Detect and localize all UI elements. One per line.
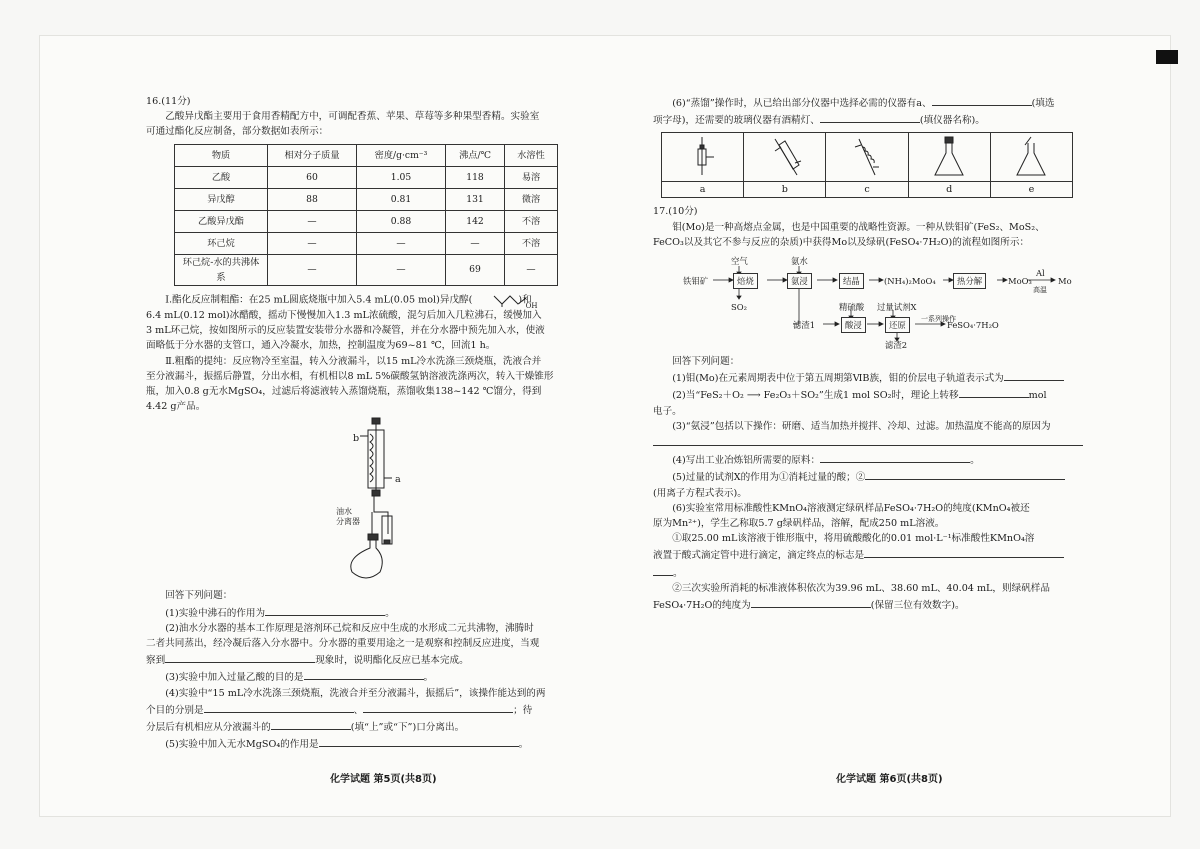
table-header: 水溶性	[505, 144, 558, 166]
answer-blank[interactable]	[165, 651, 315, 663]
answer-blank[interactable]	[204, 701, 354, 713]
apparatus-label-b: b	[353, 433, 360, 445]
page-5	[146, 94, 586, 752]
apparatus-options	[661, 132, 1073, 198]
corner-registration-mark	[1156, 50, 1178, 64]
reflux-apparatus-icon	[146, 416, 586, 584]
question-17-header: 17.(10分)	[653, 206, 698, 218]
part1-line3: 3 mL环己烷，按如图所示的反应装置安装带分水器和冷凝管，并在分水器中预先加入水，使液	[146, 325, 545, 337]
q16-2-line1: (2)油水分水器的基本工作原理是溶剂环己烷和反应中生成的水形成二元共沸物，沸腾时	[165, 622, 534, 634]
q17-6-line3: ①取25.00 mL该溶液于锥形瓶中，将用硫酸酸化的0.01 mol·L⁻¹标准酸性KMnO₄溶	[672, 533, 1035, 545]
answer-header: 回答下列问题：	[165, 590, 233, 602]
flow-al: Al	[1036, 268, 1045, 279]
table-cell: 0.88	[357, 210, 446, 232]
table-header: 沸点/℃	[446, 144, 505, 166]
flow-so2: SO₂	[731, 302, 747, 313]
flow-ops: 一系列操作	[921, 315, 956, 324]
table-cell: 微溶	[505, 188, 558, 210]
q17-2-end: 电子。	[653, 405, 682, 417]
page-5-footer: 化学试题 第5页(共8页)	[330, 774, 437, 785]
conical-flask-icon	[1013, 135, 1049, 179]
q17-line1: 钼(Mo)是一种高熔点金属，也是中国重要的战略性资源。一种从铁钼矿(FeS₂、MoS₂、	[672, 221, 1045, 233]
flow-ammonia: 氨水	[791, 256, 808, 267]
q17-6-line4: 液置于酸式滴定管中进行滴定，滴定终点的标志是	[653, 546, 1095, 563]
flow-air: 空气	[731, 256, 748, 267]
oh-label: OH	[525, 302, 538, 311]
table-cell: 69	[446, 254, 505, 285]
q17-6-line6: ②三次实验所消耗的标准液体积依次为39.96 mL、38.60 mL、40.04 mL，则绿矾样品	[672, 582, 1050, 594]
thermometer-adapter-icon	[688, 135, 718, 179]
table-cell: —	[268, 232, 357, 254]
question-16-header: 16.(11分)	[146, 96, 191, 107]
process-flow-diagram	[653, 254, 1095, 350]
table-cell: 142	[446, 210, 505, 232]
condenser-icon	[765, 135, 805, 179]
q17-5-end: (用离子方程式表示)。	[653, 487, 747, 499]
apparatus-label: a	[662, 181, 743, 197]
flow-roast-box: 焙烧	[733, 273, 758, 289]
apparatus-label: b	[744, 181, 825, 197]
q16-4-line3: 分层后有机相应从分液漏斗的 (填“上”或“下”)口分离出。	[146, 718, 586, 735]
apparatus-label: c	[826, 181, 907, 197]
table-cell: 131	[446, 188, 505, 210]
flow-filter1: 滤渣1	[793, 320, 816, 331]
table-cell: 易溶	[505, 166, 558, 188]
q16-6-line1: (6)“蒸馏”操作时，从已给出部分仪器中选择必需的仪器有a、 (填选	[653, 94, 1095, 111]
flow-acid: 精硫酸	[839, 302, 865, 313]
table-cell: 环己烷	[175, 232, 268, 254]
table-cell: 异戊醇	[175, 188, 268, 210]
table-row	[175, 254, 558, 285]
table-cell: 1.05	[357, 166, 446, 188]
flow-acid-leach-box: 酸浸	[841, 317, 866, 333]
q16-3: (3)实验中加入过量乙酸的目的是 。	[146, 668, 586, 685]
answer-blank[interactable]	[271, 718, 351, 730]
table-cell: —	[357, 254, 446, 285]
reflux-apparatus-figure	[146, 416, 586, 584]
table-row	[175, 210, 558, 232]
flow-arrows-icon	[653, 254, 1095, 350]
answer-blank[interactable]	[959, 386, 1029, 398]
part2-line3: 瓶，加入0.8 g无水MgSO₄，过滤后将滤液转入蒸馏烧瓶，蒸馏收集138~142 ℃馏分，得到	[146, 386, 542, 398]
table-header: 相对分子质量	[268, 144, 357, 166]
table-header-row	[175, 144, 558, 166]
q16-4-line1: (4)实验中“15 mL冷水洗涤三颈烧瓶，洗液合并至分液漏斗，振摇后”，该操作能达到的两	[165, 687, 546, 699]
apparatus-option-d	[909, 133, 991, 197]
separator-label: 油水 分离器	[336, 507, 360, 527]
apparatus-label: e	[991, 181, 1072, 197]
q17-3: (3)“氨浸”包括以下操作：研磨、适当加热并搅拌、冷却、过滤。加热温度不能高的原因为	[672, 420, 1051, 432]
answer-blank[interactable]	[820, 111, 920, 123]
apparatus-label: d	[909, 181, 990, 197]
answer-blank[interactable]	[363, 701, 513, 713]
flow-product: FeSO₄·7H₂O	[947, 320, 999, 331]
answer-blank[interactable]	[751, 596, 871, 608]
answer-blank[interactable]	[865, 468, 1065, 480]
flow-filter2: 滤渣2	[885, 340, 908, 351]
q16-1: (1)实验中沸石的作用为 。	[146, 604, 586, 621]
flow-crystal-box: 结晶	[839, 273, 864, 289]
flow-decomp-box: 热分解	[953, 273, 986, 289]
q17-2: (2)当“FeS₂＋O₂ ⟶ Fe₂O₃＋SO₂”生成1 mol SO₂时，理论上转移 mol	[653, 386, 1095, 403]
q16-5: (5)实验中加入无水MgSO₄的作用是 。	[146, 735, 586, 752]
q17-line2: FeCO₃以及其它不参与反应的杂质)中获得Mo以及绿矾(FeSO₄·7H₂O)的流程如图所示：	[653, 236, 1030, 248]
part2-line1: Ⅱ.粗酯的提纯：反应物冷至室温，转入分液漏斗，以15 mL冷水洗涤三颈烧瓶，洗液合并	[165, 355, 542, 367]
answer-blank[interactable]	[653, 434, 1083, 446]
table-cell: —	[446, 232, 505, 254]
property-table	[174, 144, 558, 286]
apparatus-option-a	[662, 133, 744, 197]
q16-4-line2: 个目的分别是 、 ；待	[146, 701, 586, 718]
page-6	[653, 94, 1095, 613]
answer-blank[interactable]	[265, 604, 385, 616]
q17-3-blank-line	[653, 434, 1095, 451]
answer-blank[interactable]	[932, 94, 1032, 106]
flow-moo3: MoO₃	[1008, 276, 1032, 287]
table-cell: —	[268, 254, 357, 285]
q16-intro-1: 乙酸异戊酯主要用于食用香精配方中，可调配香蕉、苹果、草莓等多种果型香精。实验室	[165, 111, 540, 123]
table-cell: —	[357, 232, 446, 254]
table-row	[175, 232, 558, 254]
part1-line4: 面略低于分水器的支管口，通入冷凝水，加热，控制温度为69~81 ℃，回流1 h。	[146, 340, 496, 352]
part1-line1: Ⅰ.酯化反应制粗酯：在25 mL圆底烧瓶中加入5.4 mL(0.05 mol)异戊醇( OH )和	[146, 292, 586, 308]
table-cell: 118	[446, 166, 505, 188]
answer-blank[interactable]	[864, 546, 1064, 558]
answer-blank[interactable]	[319, 735, 519, 747]
apparatus-option-e	[991, 133, 1072, 197]
q17-6-line7: FeSO₄·7H₂O的纯度为 (保留三位有效数字)。	[653, 596, 1095, 613]
part1-line2: 6.4 mL(0.12 mol)冰醋酸，摇动下慢慢加入1.3 mL浓硫酸，混匀后加入几粒沸石，缓慢加入	[146, 310, 542, 322]
erlenmeyer-flask-icon	[931, 135, 967, 179]
flow-ammonium-molybdate: (NH₄)₂MoO₄	[884, 276, 936, 287]
table-cell: 环己烷-水的共沸体系	[175, 254, 268, 285]
q16-intro-2: 可通过酯化反应制备，部分数据如表所示：	[146, 126, 329, 138]
q17-6-line5: 。	[653, 564, 1095, 581]
table-header: 物质	[175, 144, 268, 166]
part2-line2: 至分液漏斗，振摇后静置，分出水相，有机相以8 mL 5%碳酸氢钠溶液洗涤两次，转入干燥锥形	[146, 370, 554, 382]
table-header: 密度/g·cm⁻³	[357, 144, 446, 166]
table-row	[175, 188, 558, 210]
answer-blank[interactable]	[820, 451, 970, 463]
flow-raw-material: 铁钼矿	[683, 276, 709, 287]
table-cell: —	[268, 210, 357, 232]
table-cell: 不溶	[505, 210, 558, 232]
table-cell: 乙酸	[175, 166, 268, 188]
isoamyl-alcohol-structure-icon	[472, 292, 538, 311]
answer-blank[interactable]	[1004, 369, 1064, 381]
table-row	[175, 166, 558, 188]
q16-2-line3: 察到 现象时，说明酯化反应已基本完成。	[146, 651, 586, 668]
table-cell: 60	[268, 166, 357, 188]
flow-high-temp: 高温	[1033, 286, 1047, 295]
table-cell: 88	[268, 188, 357, 210]
q17-6-line2: 原为Mn²⁺)，学生乙称取5.7 g绿矾样品，溶解，配成250 mL溶液。	[653, 518, 945, 530]
table-cell: 不溶	[505, 232, 558, 254]
q17-1: (1)钼(Mo)在元素周期表中位于第五周期第ⅥB族，钼的价层电子轨道表示式为	[653, 369, 1095, 386]
flow-leach-box: 氨浸	[787, 273, 812, 289]
table-cell: —	[505, 254, 558, 285]
q16-2-line2: 二者共同蒸出，经冷凝后落入分水器中。分水器的重要用途之一是观察和控制反应进度，当观	[146, 638, 540, 650]
table-cell: 乙酸异戊酯	[175, 210, 268, 232]
apparatus-label-a: a	[395, 474, 401, 486]
flow-reduce-box: 还原	[885, 317, 910, 333]
page-6-footer: 化学试题 第6页(共8页)	[836, 774, 943, 785]
flow-reagent-x: 过量试剂X	[877, 302, 917, 313]
flow-mo: Mo	[1058, 276, 1072, 287]
q17-4: (4)写出工业冶炼铝所需要的原料： 。	[653, 451, 1095, 468]
apparatus-option-c	[826, 133, 908, 197]
q17-6-line1: (6)实验室常用标准酸性KMnO₄溶液测定绿矾样品FeSO₄·7H₂O的纯度(KMnO₄被还	[672, 502, 1030, 514]
coil-condenser-icon	[847, 135, 887, 179]
part2-line4: 4.42 g产品。	[146, 401, 206, 413]
answer-blank[interactable]	[304, 668, 424, 680]
table-cell: 0.81	[357, 188, 446, 210]
q17-5: (5)过量的试剂X的作用为①消耗过量的酸；②	[653, 468, 1095, 485]
q16-6-line2: 项字母)，还需要的玻璃仪器有酒精灯、 (填仪器名称)。	[653, 111, 1095, 128]
answer-blank[interactable]	[653, 564, 673, 576]
answer-header: 回答下列问题：	[672, 356, 740, 368]
apparatus-option-b	[744, 133, 826, 197]
